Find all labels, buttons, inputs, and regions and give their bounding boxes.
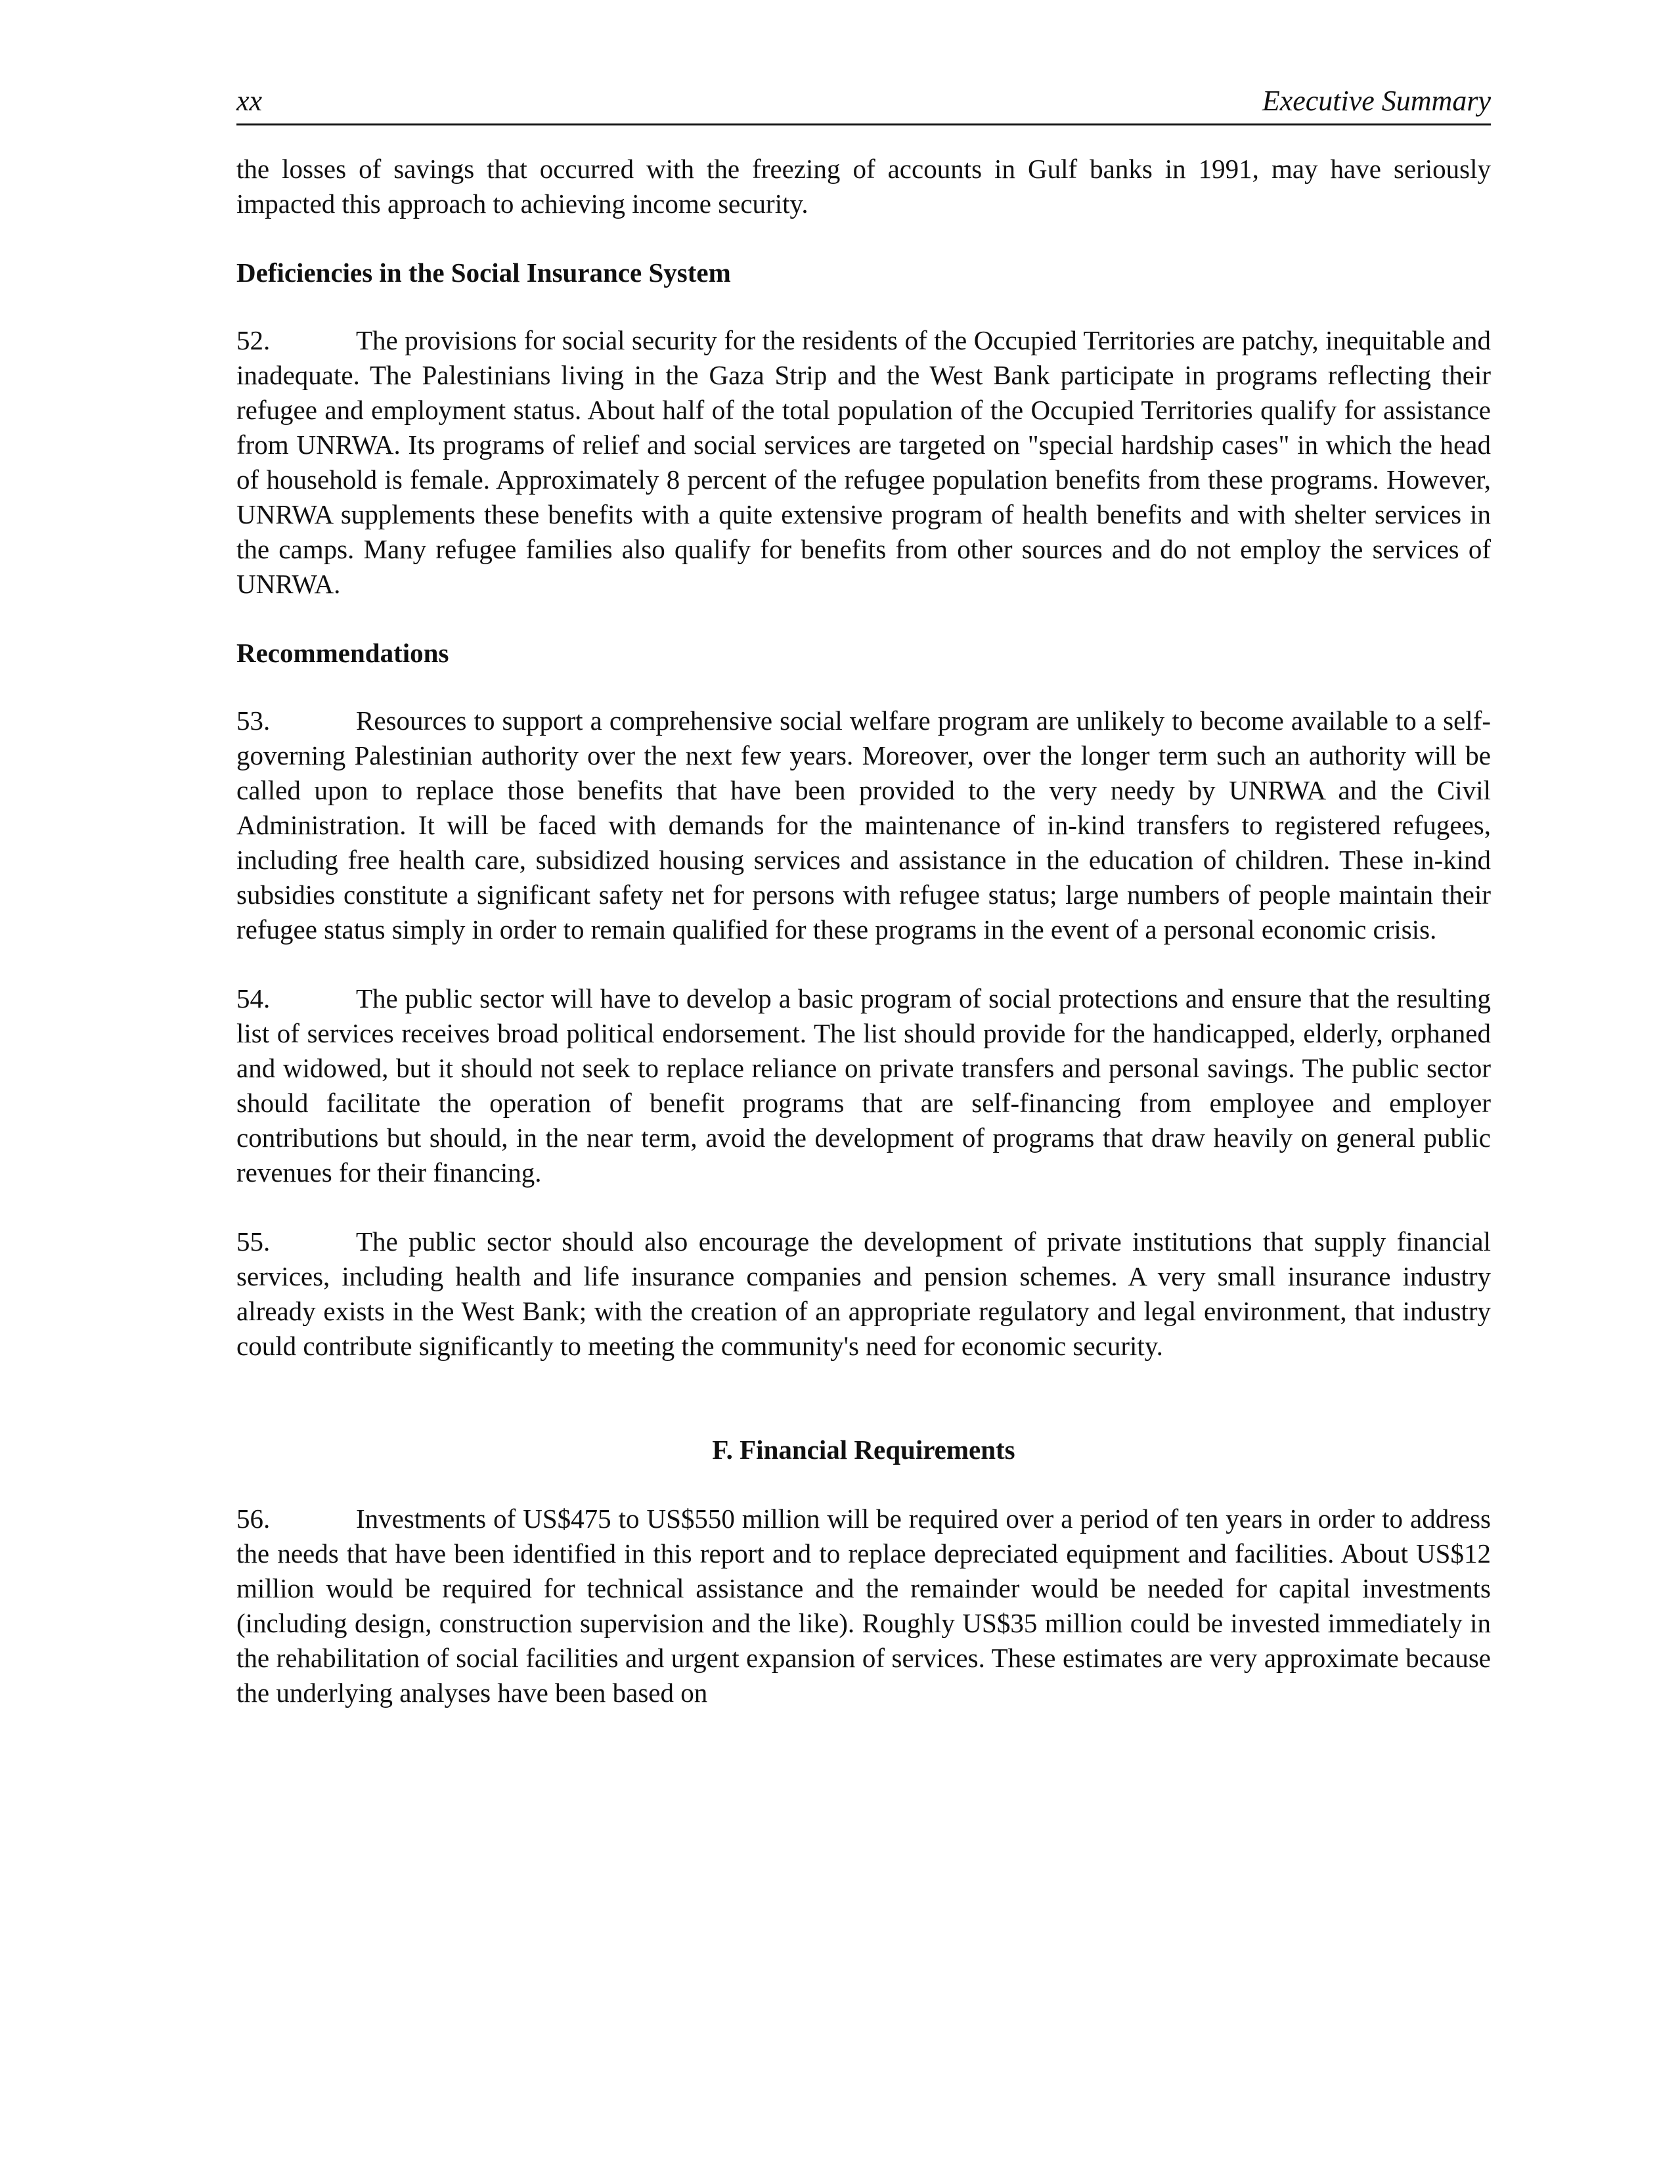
document-page: [236, 84, 1491, 1745]
paragraph-55: [236, 1224, 1491, 1364]
running-title: Executive Summary: [1262, 85, 1491, 117]
paragraph-52: [236, 323, 1491, 602]
intro-paragraph: the losses of savings that occurred with the freezing of accounts in Gulf banks in 1991, may have seriously impacted this approach to achieving income security.: [236, 154, 1491, 219]
paragraph-text: The public sector will have to develop a basic program of social protections and ensure that the resulting list of services receives broad political endorsement. The list should provide for the handicapped, elderly, orphaned and widowed, but it should not seek to replace reliance on private transfers and personal savings. The public sector should facilitate the operation of benefit programs that are self-financing from employee and employer contributions but should, in the near term, avoid the development of programs that draw heavily on general public revenues for their financing.: [236, 983, 1491, 1188]
paragraph-number: 55.: [236, 1226, 271, 1257]
subsection-heading-deficiencies: Deficiencies in the Social Insurance System: [236, 257, 731, 288]
paragraph-text: The public sector should also encourage the development of private institutions that supply financial services, including health and life insurance companies and pension schemes. A very small insurance industry already exists in the West Bank; with the creation of an appropriate regulatory and legal environment, that industry could contribute significantly to meeting the community's need for economic security.: [236, 1226, 1491, 1361]
section-heading-financial-requirements: F. Financial Requirements: [712, 1435, 1015, 1465]
paragraph-text: Investments of US$475 to US$550 million will be required over a period of ten years in order to address the needs that have been identified in this report and to replace depreciated equipment and facilities. About US$12 million would be required for technical assistance and the remainder would be needed for capital investments (including design, construction supervision and the like). Roughly US$35 million could be invested immediately in the rehabilitation of social facilities and urgent expansion of services. These estimates are very approximate because the underlying analyses have been based on: [236, 1504, 1491, 1708]
paragraph-number: 54.: [236, 983, 271, 1014]
paragraph-number: 52.: [236, 325, 271, 355]
subsection-heading-recommendations: Recommendations: [236, 638, 449, 668]
paragraph-53: [236, 703, 1491, 947]
paragraph-54: [236, 981, 1491, 1190]
page-header: [236, 84, 1491, 125]
paragraph-text: Resources to support a comprehensive social welfare program are unlikely to become available to a self-governing Palestinian authority over the next few years. Moreover, over the longer term such an authority will be called upon to replace those benefits that have been provided to the very needy by UNRWA and the Civil Administration. It will be faced with demands for the maintenance of in-kind transfers to registered refugees, including free health care, subsidized housing services and assistance in the education of children. These in-kind subsidies constitute a significant safety net for persons with refugee status; large numbers of people maintain their refugee status simply in order to remain qualified for these programs in the event of a personal economic crisis.: [236, 705, 1491, 945]
paragraph-text: The provisions for social security for the residents of the Occupied Territories are patchy, inequitable and inadequate. The Palestinians living in the Gaza Strip and the West Bank participate in programs reflecting their refugee and employment status. About half of the total population of the Occupied Territories qualify for assistance from UNRWA. Its programs of relief and social services are targeted on "special hardship cases" in which the head of household is female. Approximately 8 percent of the refugee population benefits from these programs. However, UNRWA supplements these benefits with a quite extensive program of health benefits and with shelter services in the camps. Many refugee families also qualify for benefits from other sources and do not employ the services of UNRWA.: [236, 325, 1491, 599]
page-number: xx: [236, 85, 263, 117]
paragraph-number: 56.: [236, 1504, 271, 1534]
paragraph-number: 53.: [236, 705, 271, 736]
paragraph-56: [236, 1502, 1491, 1710]
